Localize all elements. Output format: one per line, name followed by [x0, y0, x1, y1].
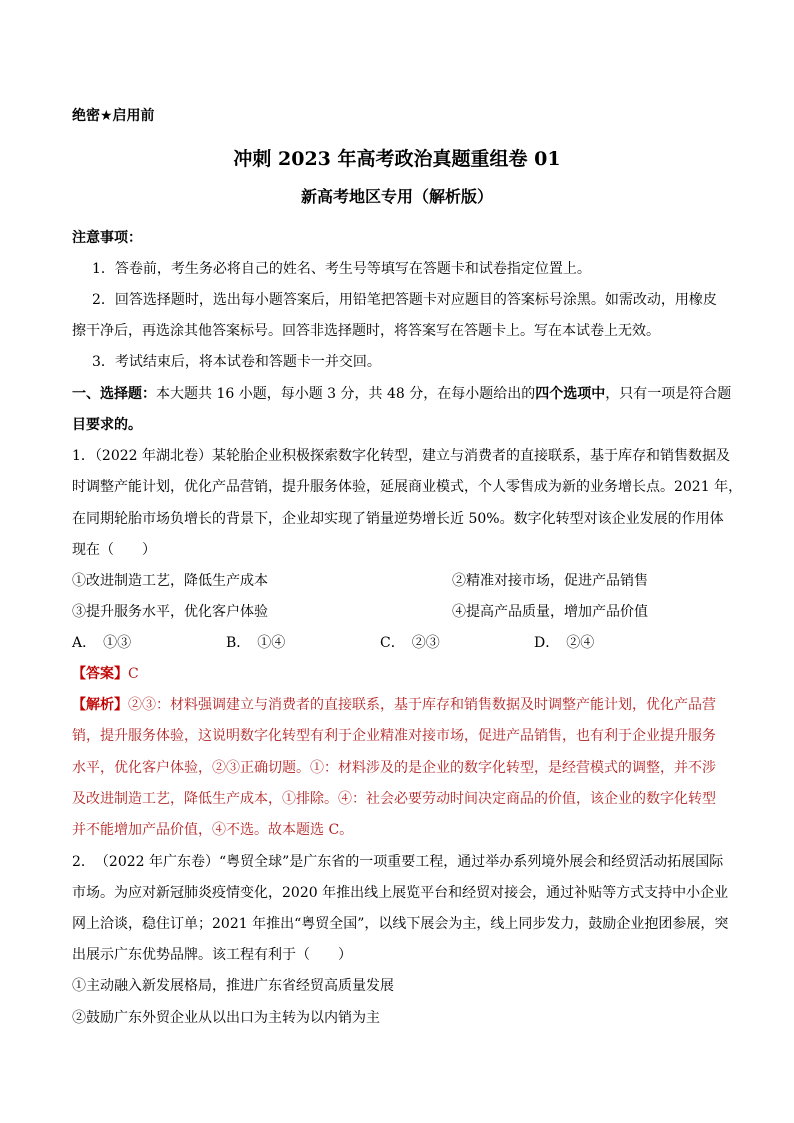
section-label: 一、选择题： — [72, 386, 156, 402]
q1-stem: 时调整产能计划，优化产品营销，提升服务体验，延展商业模式，个人零售成为新的业务增长点。2021 年， — [72, 479, 743, 495]
q2-stem: 市场。为应对新冠肺炎疫情变化，2020 年推出线上展览平台和经贸对接会，通过补贴等方式支持中小企业 — [72, 885, 729, 901]
q2-stem: 2． （2022 年广东卷）“粤贸全球”是广东省的一项重要工程，通过举办系列境外展会和经贸活动拓展国际 — [72, 854, 724, 870]
q1-answer — [72, 664, 139, 684]
analysis-label: 【解析】 — [72, 697, 128, 713]
section-heading-cont: 目要求的。 — [72, 417, 142, 433]
notice-item: 1．答卷前，考生务必将自己的姓名、考生号等填写在答题卡和试卷指定位置上。 — [92, 261, 591, 277]
section-emphasis: 四个选项中 — [535, 386, 606, 402]
q1-option-2: ②精准对接市场，促进产品销售 — [452, 573, 648, 589]
q2-option-2: ②鼓励广东外贸企业从以出口为主转为以内销为主 — [72, 1010, 380, 1026]
q1-option-4: ④提高产品质量，增加产品价值 — [452, 604, 648, 620]
secret-label: 绝密★启用前 — [72, 108, 155, 124]
section-heading — [72, 384, 731, 404]
notice-item: 2．回答选择题时，选出每小题答案后，用铅笔把答题卡对应题目的答案标号涂黑。如需改动，用橡皮 — [92, 292, 717, 308]
q1-choice-c: C． ②③ — [380, 635, 440, 651]
q1-analysis-line: 并不能增加产品价值，④不选。故本题选 C。 — [72, 822, 354, 838]
q2-stem: 出展示广东优势品牌。该工程有利于（ ） — [72, 947, 352, 963]
q1-analysis — [72, 695, 716, 715]
notice-item: 3．考试结束后，将本试卷和答题卡一并交回。 — [92, 354, 381, 370]
q1-options-row — [72, 602, 648, 622]
page-subtitle: 新高考地区专用（解析版） — [300, 187, 493, 206]
answer-value: C — [128, 666, 139, 682]
q1-option-3: ③提升服务水平，优化客户体验 — [72, 604, 268, 620]
q1-analysis-line: 水平，优化客户体验，②③正确切题。①：材料涉及的是企业的数字化转型，是经营模式的调整，并不涉 — [72, 760, 716, 776]
q1-option-1: ①改进制造工艺，降低生产成本 — [72, 573, 268, 589]
q2-stem: 网上洽谈，稳住订单；2021 年推出“粤贸全国”，以线下展会为主，线上同步发力，鼓励企业抱团参展，突 — [72, 916, 729, 932]
section-text: ，只有一项是符合题 — [605, 386, 732, 402]
notice-item: 擦干净后，再选涂其他答案标号。回答非选择题时，将答案写在答题卡上。写在本试卷上无效。 — [72, 323, 660, 339]
q1-analysis-line: 销，提升服务体验，这说明数字化转型有利于企业精准对接市场，促进产品销售，也有利于企业提升服务 — [72, 728, 716, 744]
q1-stem: 1．（2022 年湖北卷）某轮胎企业积极探索数字化转型，建立与消费者的直接联系，基于库存和销售数据及 — [72, 448, 730, 464]
page-title: 冲刺 2023 年高考政治真题重组卷 01 — [233, 148, 561, 170]
answer-label: 【答案】 — [72, 666, 128, 682]
q1-stem: 在同期轮胎市场负增长的背景下，企业却实现了销量逆势增长近 50%。数字化转型对该企业发展的作用体 — [72, 511, 724, 527]
q1-analysis-line: 及改进制造工艺，降低生产成本，①排除。④：社会必要劳动时间决定商品的价值，该企业的数字化转型 — [72, 791, 716, 807]
q1-stem: 现在（ ） — [72, 542, 156, 558]
q2-option-1: ①主动融入新发展格局，推进广东省经贸高质量发展 — [72, 978, 394, 994]
q1-choice-d: D． ②④ — [534, 635, 595, 651]
q1-choice-a: A． ①③ — [72, 635, 132, 651]
analysis-text: ②③：材料强调建立与消费者的直接联系，基于库存和销售数据及时调整产能计划，优化产品营 — [128, 697, 716, 713]
section-text: 本大题共 16 小题，每小题 3 分，共 48 分，在每小题给出的 — [156, 386, 536, 402]
q1-choice-b: B． ①④ — [226, 635, 286, 651]
q1-options-row — [72, 571, 648, 591]
notice-heading: 注意事项： — [72, 230, 142, 246]
